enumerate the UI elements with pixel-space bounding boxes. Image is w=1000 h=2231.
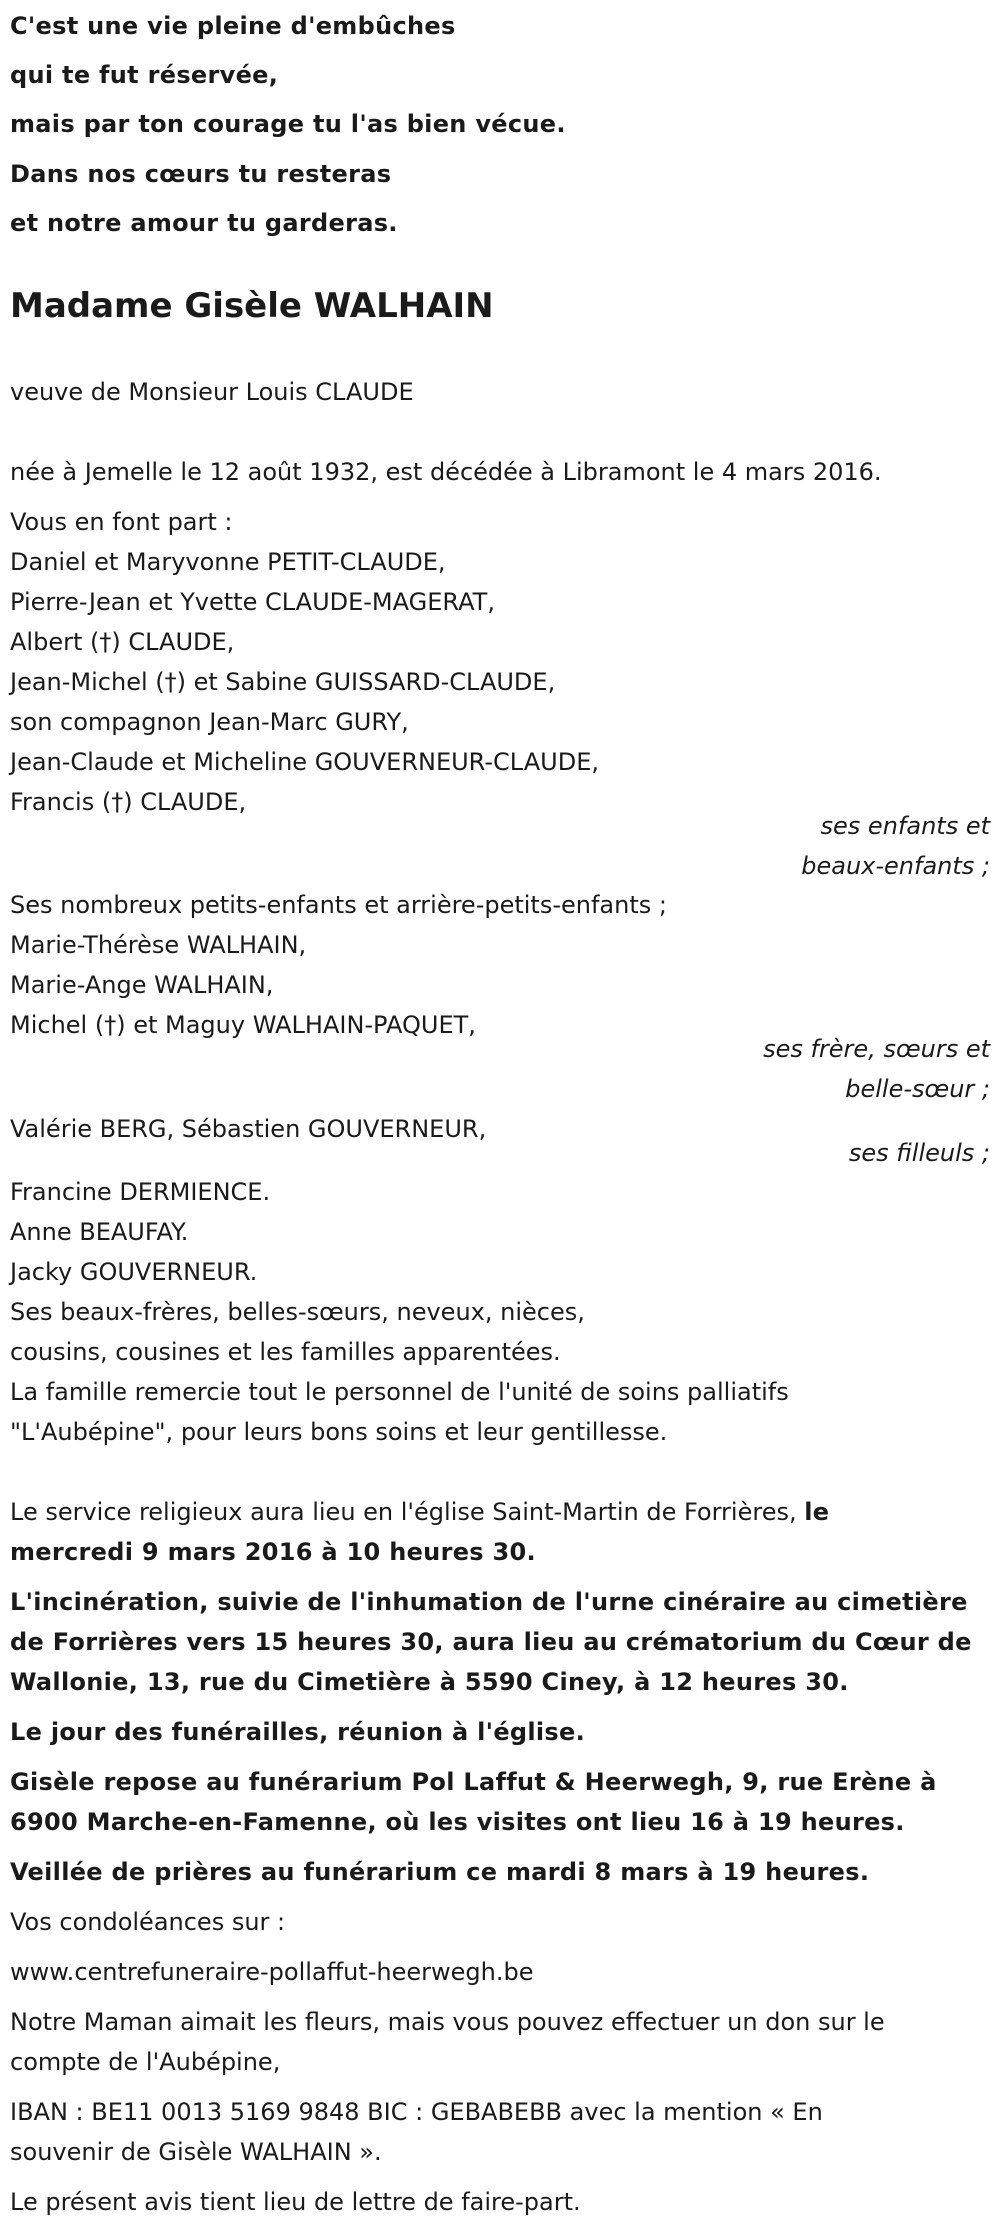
child-line: Jean-Claude et Micheline GOUVERNEUR-CLAUDE, <box>10 748 599 776</box>
children-label: beaux-enfants ; <box>801 852 990 880</box>
poem-line: Dans nos cœurs tu resteras <box>10 160 392 188</box>
child-line: son compagnon Jean-Marc GURY, <box>10 708 409 736</box>
service-date: mercredi 9 mars 2016 à 10 heures 30. <box>10 1538 536 1566</box>
siblings-label: ses frère, sœurs et <box>763 1035 990 1063</box>
iban-line: IBAN : BE11 0013 5169 9848 BIC : GEBABEBB avec la mention « En <box>10 2098 823 2126</box>
other-line: Jacky GOUVERNEUR. <box>10 1258 258 1286</box>
service-line <box>10 1492 990 1532</box>
vigil: Veillée de prières au funérarium ce mardi 8 mars à 19 heures. <box>10 1858 870 1886</box>
children-label: ses enfants et <box>820 812 990 840</box>
flowers-line: compte de l'Aubépine, <box>10 2048 281 2076</box>
godchildren: Valérie BERG, Sébastien GOUVERNEUR, <box>10 1115 487 1143</box>
other-line: Francine DERMIENCE. <box>10 1178 271 1206</box>
siblings-label: belle-sœur ; <box>845 1075 990 1103</box>
child-line: Pierre-Jean et Yvette CLAUDE-MAGERAT, <box>10 588 495 616</box>
notice: Le présent avis tient lieu de lettre de faire-part. <box>10 2188 581 2216</box>
child-line: Francis (†) CLAUDE, <box>10 788 247 816</box>
child-line: Jean-Michel (†) et Sabine GUISSARD-CLAUDE, <box>10 668 556 696</box>
website-link[interactable]: www.centrefuneraire-pollaffut-heerwegh.be <box>10 1958 534 1986</box>
service-text: Le service religieux aura lieu en l'église Saint-Martin de Forrières, <box>10 1498 797 1526</box>
condolences: Vos condoléances sur : <box>10 1908 286 1936</box>
cremation-line: de Forrières vers 15 heures 30, aura lieu au crématorium du Cœur de <box>10 1628 972 1656</box>
child-line: Daniel et Maryvonne PETIT-CLAUDE, <box>10 548 446 576</box>
deceased-name: Madame Gisèle WALHAIN <box>10 286 494 326</box>
sibling-line: Michel (†) et Maguy WALHAIN-PAQUET, <box>10 1011 476 1039</box>
child-line: Albert (†) CLAUDE, <box>10 628 235 656</box>
other-line: Anne BEAUFAY. <box>10 1218 189 1246</box>
poem-line: C'est une vie pleine d'embûches <box>10 12 456 40</box>
cremation-line: Wallonie, 13, rue du Cimetière à 5590 Ciney, à 12 heures 30. <box>10 1668 849 1696</box>
birth-death: née à Jemelle le 12 août 1932, est décédée à Libramont le 4 mars 2016. <box>10 458 882 486</box>
iban-line: souvenir de Gisèle WALHAIN ». <box>10 2138 382 2166</box>
poem-line: qui te fut réservée, <box>10 61 279 89</box>
flowers-line: Notre Maman aimait les fleurs, mais vous pouvez effectuer un don sur le <box>10 2008 885 2036</box>
rest-line: 6900 Marche-en-Famenne, où les visites ont lieu 16 à 19 heures. <box>10 1808 905 1836</box>
grandchildren: Ses nombreux petits-enfants et arrière-petits-enfants ; <box>10 891 667 919</box>
sibling-line: Marie-Thérèse WALHAIN, <box>10 931 307 959</box>
family-intro: Vous en font part : <box>10 508 233 536</box>
cremation-line: L'incinération, suivie de l'inhumation de l'urne cinéraire au cimetière <box>10 1588 968 1616</box>
other-line: La famille remercie tout le personnel de l'unité de soins palliatifs <box>10 1378 789 1406</box>
other-line: "L'Aubépine", pour leurs bons soins et leur gentillesse. <box>10 1418 668 1446</box>
poem-line: mais par ton courage tu l'as bien vécue. <box>10 110 566 138</box>
godchildren-label: ses filleuls ; <box>848 1139 990 1167</box>
other-line: Ses beaux-frères, belles-sœurs, neveux, nièces, <box>10 1298 585 1326</box>
widow-of: veuve de Monsieur Louis CLAUDE <box>10 378 414 406</box>
service-date-start: le <box>804 1498 830 1526</box>
poem-line: et notre amour tu garderas. <box>10 209 398 237</box>
sibling-line: Marie-Ange WALHAIN, <box>10 971 274 999</box>
rest-line: Gisèle repose au funérarium Pol Laffut & Heerwegh, 9, rue Erène à <box>10 1768 937 1796</box>
other-line: cousins, cousines et les familles apparentées. <box>10 1338 561 1366</box>
gathering: Le jour des funérailles, réunion à l'église. <box>10 1718 586 1746</box>
